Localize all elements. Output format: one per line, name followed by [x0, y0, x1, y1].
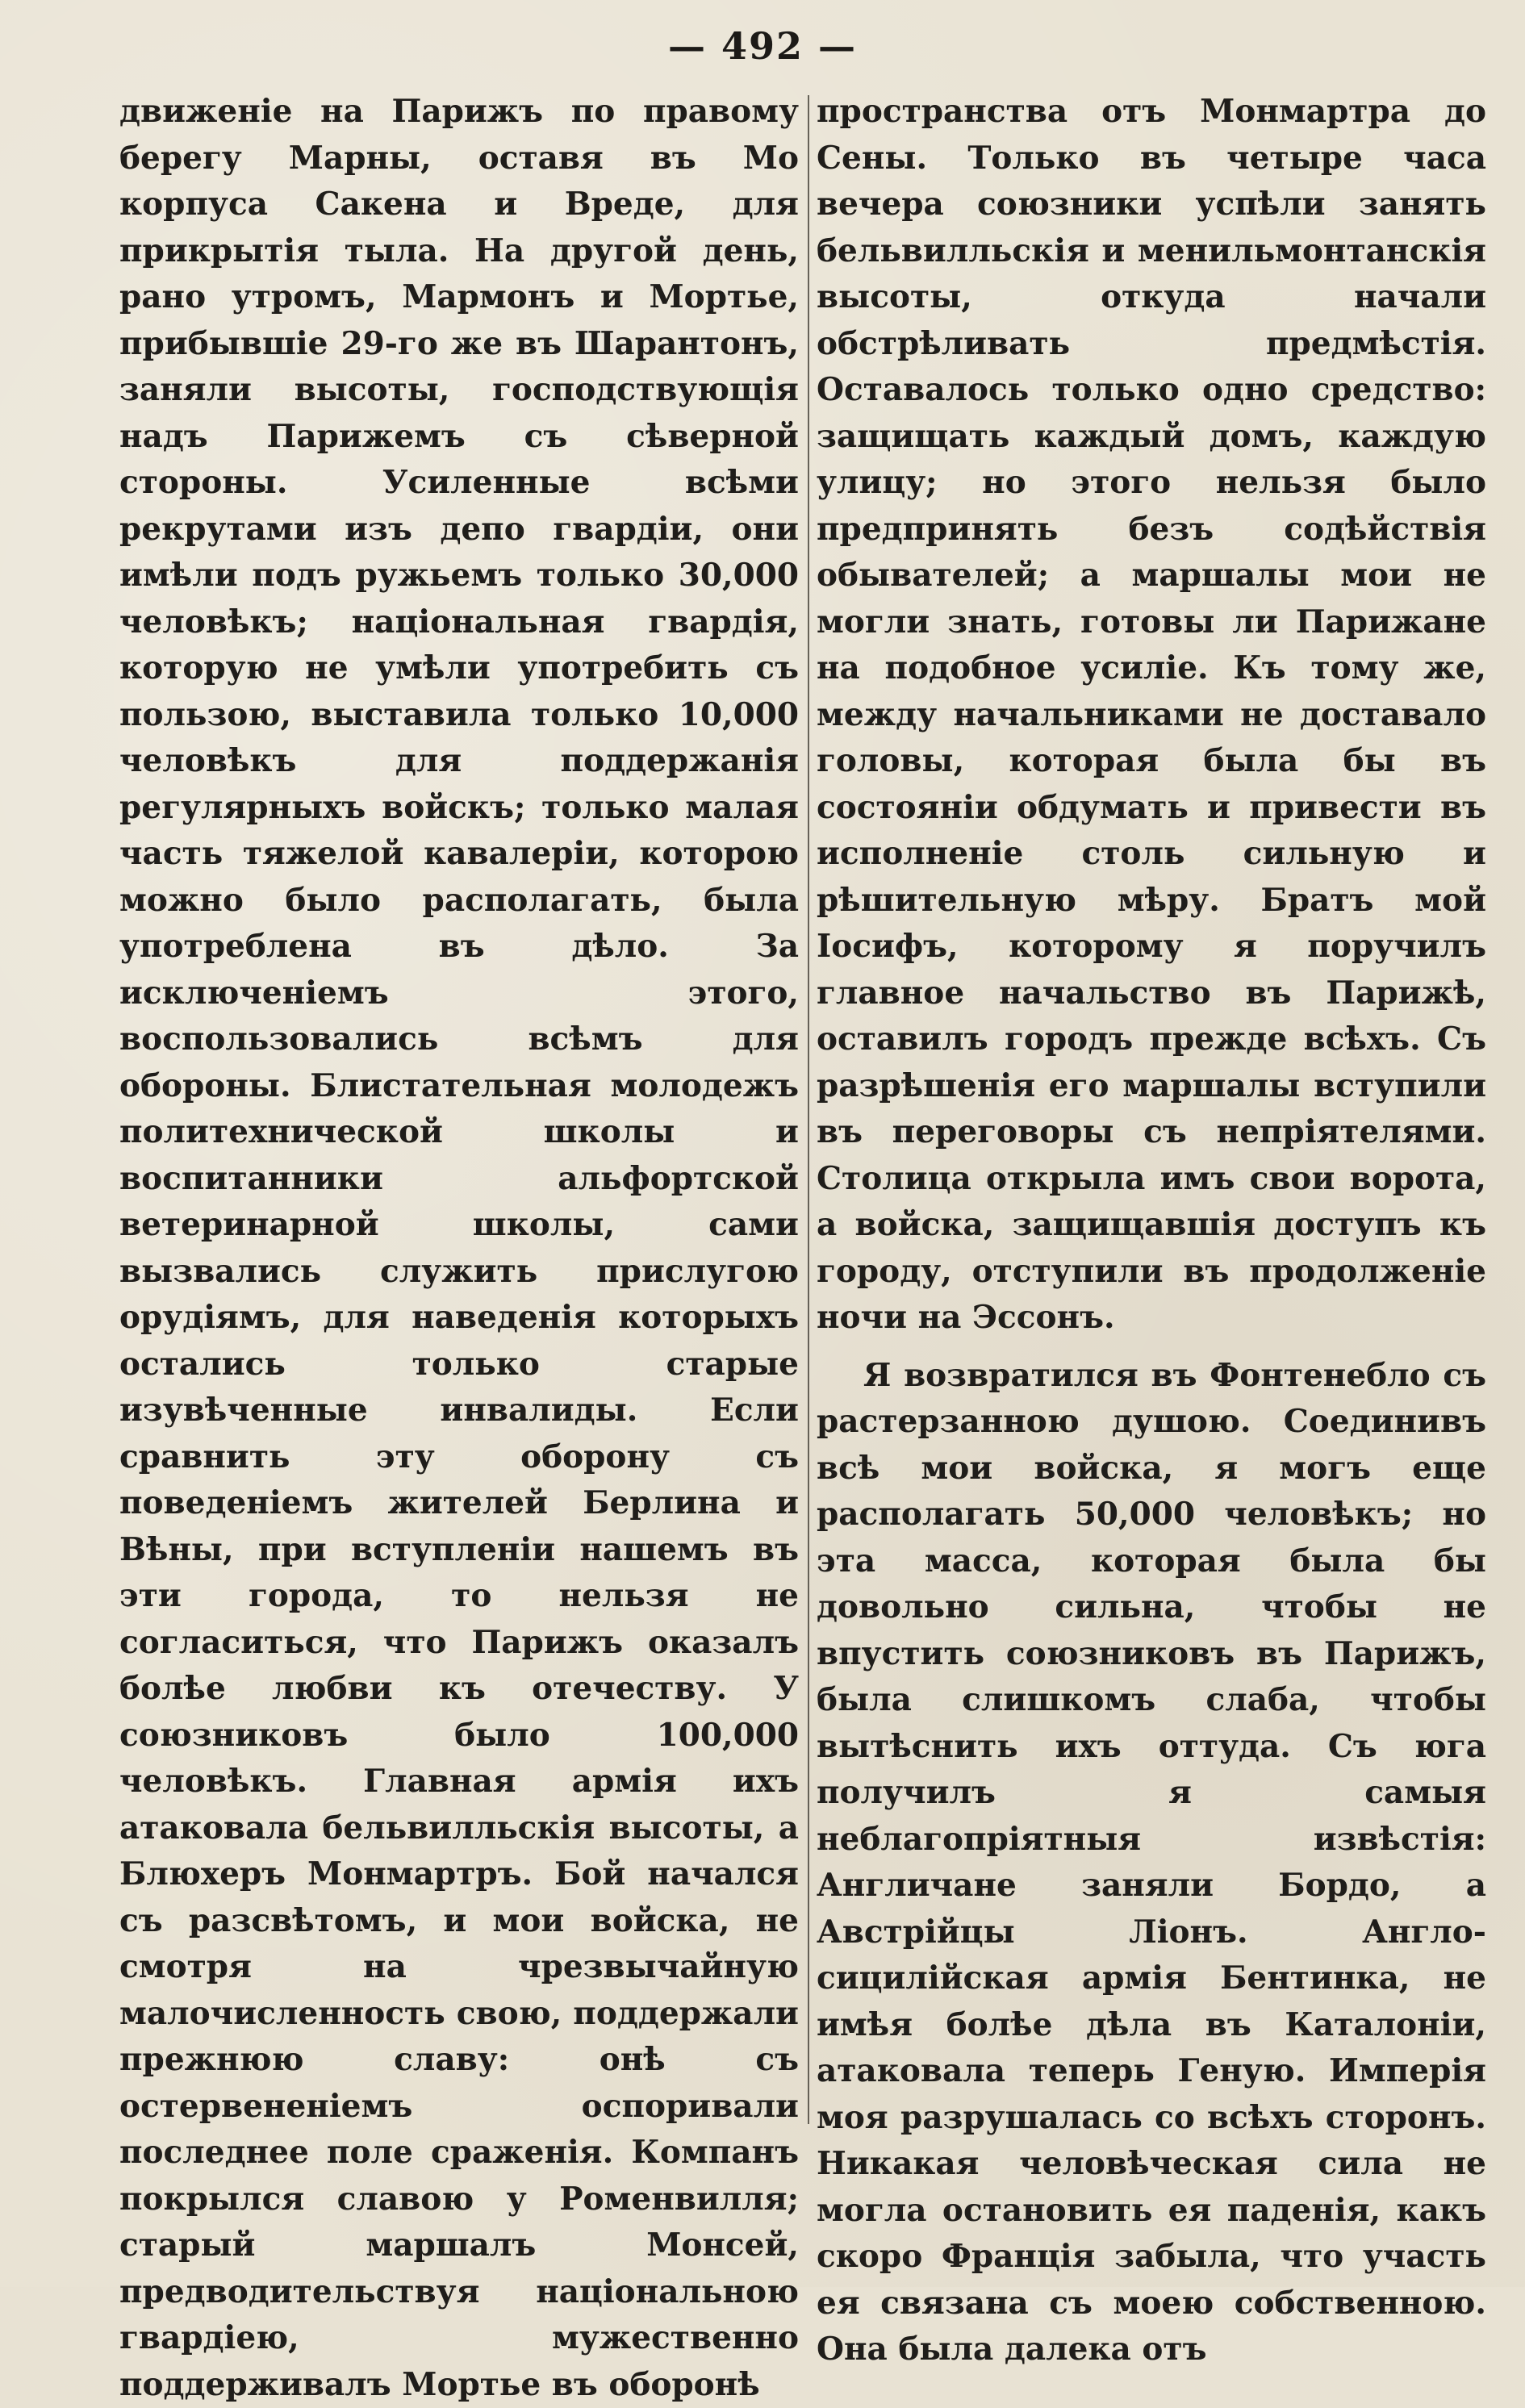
- right-paragraph-2: Я возвратился въ Фонтенебло съ растерзанною душою. Соединивъ всѣ мои войска, я могъ еще располагать 50,000 человѣкъ; но эта масса, которая была бы довольно сильна, чтобы не впустить союзниковъ въ Парижъ, была слишкомъ слаба, чтобы вытѣснить ихъ оттуда. Съ юга получилъ я самыя неблагопріятныя извѣстія: Англичане заняли Бордо, а Австрійцы Ліонъ. Англо-сицилійская армія Бентинка, не имѣя болѣе дѣла въ Каталоніи, атаковала теперь Геную. Имперія моя разрушалась со всѣхъ сторонъ. Никакая человѣческая сила не могла остановить ея паденія, какъ скоро Франція забыла, что участь ея связана съ моею собственною. Она была далека отъ: [817, 1356, 1486, 2368]
- right-paragraph-1: пространства отъ Монмартра до Сены. Только въ четыре часа вечера союзники успѣли занять бельвилльскія и менильмонтанскія высоты, откуда начали обстрѣливать предмѣстія. Оставалось только одно средство: защищать каждый домъ, каждую улицу; но этого нельзя было предпринять безъ содѣйствія обывателей; а маршалы мои не могли знать, готовы ли Парижане на подобное усиліе. Къ тому же, между начальниками не доставало головы, которая была бы въ состояніи обдумать и привести въ исполненіе столь сильную и рѣшительную мѣру. Братъ мой Іосифъ, которому я поручилъ главное начальство въ Парижѣ, оставилъ городъ прежде всѣхъ. Съ разрѣшенія его маршалы вступили въ переговоры съ непріятелями. Столица открыла имъ свои ворота, а войска, защищавшія доступъ къ городу, отступили въ продолженіе ночи на Эссонъ.: [817, 93, 1486, 1336]
- left-column: [119, 89, 799, 2408]
- right-column: [817, 89, 1486, 2373]
- page-number: — 492 —: [667, 24, 858, 68]
- column-divider: [808, 95, 809, 2124]
- left-paragraph-1: движеніе на Парижъ по правому берегу Марны, оставя въ Мо корпуса Сакена и Вреде, для прикрытія тыла. На другой день, рано утромъ, Мармонъ и Мортье, прибывшіе 29-го же въ Шарантонъ, заняли высоты, господствующія надъ Парижемъ съ сѣверной стороны. Усиленные всѣми рекрутами изъ депо гвардіи, они имѣли подъ ружьемъ только 30,000 человѣкъ; національная гвардія, которую не умѣли употребить съ пользою, выставила только 10,000 человѣкъ для поддержанія регулярныхъ войскъ; только малая часть тяжелой кавалеріи, которою можно было располагать, была употреблена въ дѣло. За исключеніемъ этого, воспользовались всѣмъ для обороны. Блистательная молодежъ политехнической школы и воспитанники альфортской ветеринарной школы, сами вызвались служить прислугою орудіямъ, для наведенія которыхъ остались только старые изувѣченные инвалиды. Если сравнить эту оборону съ поведеніемъ жителей Берлина и Вѣны, при вступленіи нашемъ въ эти города, то нельзя не согласиться, что Парижъ оказалъ болѣе любви къ отечеству. У союзниковъ было 100,000 человѣкъ. Главная армія ихъ атаковала бельвилльскія высоты, а Блюхеръ Монмартръ. Бой начался съ разсвѣтомъ, и мои войска, не смотря на чрезвычайную малочисленность свою, поддержали прежнюю славу: онѣ съ остервененіемъ оспоривали последнее поле сраженія. Компанъ покрылся славою у Роменвилля; старый маршалъ Монсей, предводительствуя національною гвардіею, мужественно поддерживалъ Мортье въ оборонѣ: [119, 93, 799, 2403]
